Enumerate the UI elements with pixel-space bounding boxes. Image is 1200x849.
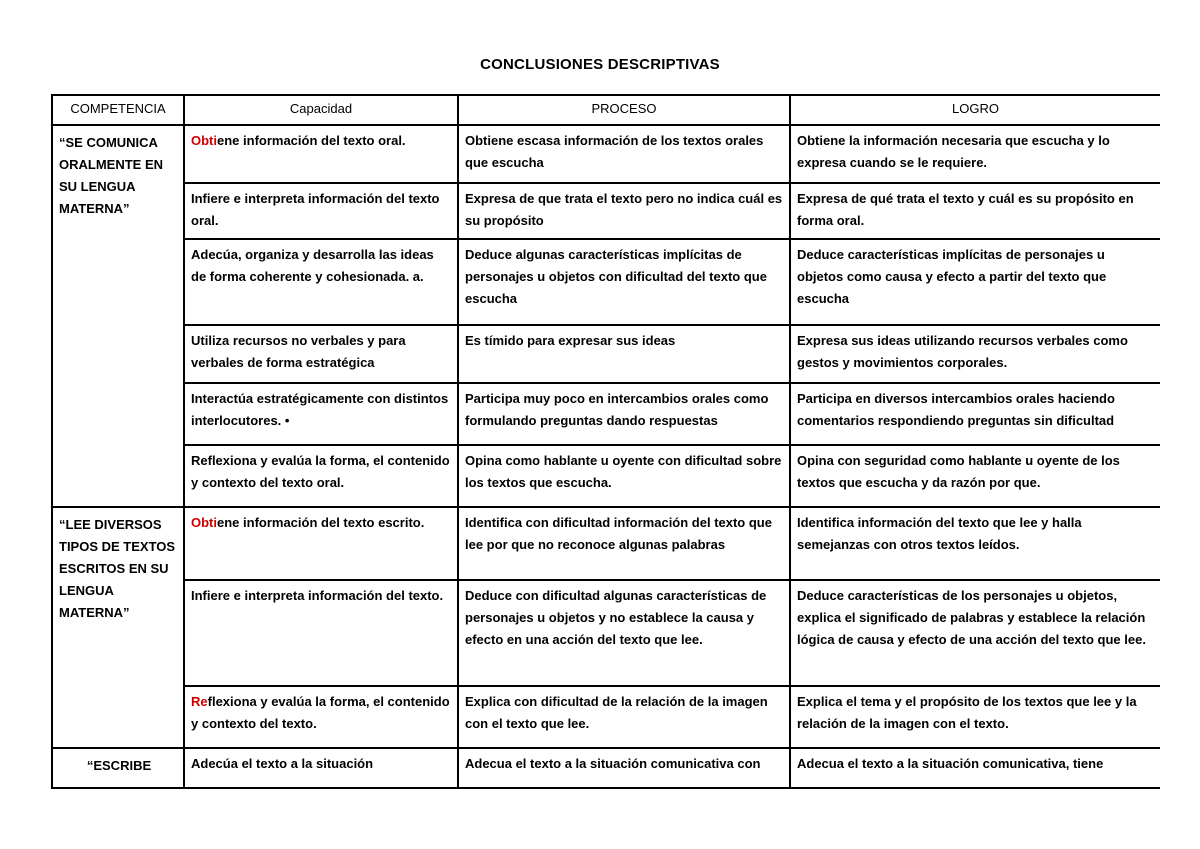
capacidad-text: ene información del texto escrito.	[217, 515, 425, 530]
capacidad-cell: Reflexiona y evalúa la forma, el contenido y contexto del texto oral.	[184, 445, 458, 507]
capacidad-cell: Adecúa el texto a la situación	[184, 748, 458, 788]
logro-cell: Participa en diversos intercambios orales haciendo comentarios respondiendo preguntas sin dificultad	[790, 383, 1160, 445]
header-capacidad: Capacidad	[184, 95, 458, 125]
capacidad-highlight: Obti	[191, 133, 217, 148]
logro-cell: Expresa sus ideas utilizando recursos verbales como gestos y movimientos corporales.	[790, 325, 1160, 383]
table-row	[52, 183, 1160, 239]
competencia-cell: “SE COMUNICA ORALMENTE EN SU LENGUA MATERNA”	[52, 125, 184, 507]
logro-cell: Identifica información del texto que lee y halla semejanzas con otros textos leídos.	[790, 507, 1160, 580]
proceso-cell: Expresa de que trata el texto pero no indica cuál es su propósito	[458, 183, 790, 239]
proceso-cell: Explica con dificultad de la relación de la imagen con el texto que lee.	[458, 686, 790, 748]
proceso-cell: Participa muy poco en intercambios orales como formulando preguntas dando respuestas	[458, 383, 790, 445]
table-row	[52, 445, 1160, 507]
header-competencia: COMPETENCIA	[52, 95, 184, 125]
capacidad-cell: Infiere e interpreta información del texto.	[184, 580, 458, 686]
table-row	[52, 748, 1160, 788]
proceso-cell: Deduce algunas características implícitas de personajes u objetos con dificultad del texto que escucha	[458, 239, 790, 325]
competencia-cell: “LEE DIVERSOS TIPOS DE TEXTOS ESCRITOS EN SU LENGUA MATERNA”	[52, 507, 184, 748]
page-title: CONCLUSIONES DESCRIPTIVAS	[480, 56, 720, 73]
table-row	[52, 686, 1160, 748]
capacidad-cell	[184, 507, 458, 580]
proceso-cell: Deduce con dificultad algunas características de personajes u objetos y no establece la causa y efecto en una acción del texto que lee.	[458, 580, 790, 686]
logro-cell: Explica el tema y el propósito de los textos que lee y la relación de la imagen con el texto.	[790, 686, 1160, 748]
logro-cell: Opina con seguridad como hablante u oyente de los textos que escucha y da razón por que.	[790, 445, 1160, 507]
capacidad-cell	[184, 125, 458, 183]
capacidad-text: flexiona y evalúa la forma, el contenido y contexto del texto.	[191, 694, 450, 731]
header-row	[52, 95, 1160, 125]
conclusions-table	[51, 94, 1160, 789]
table-row	[52, 239, 1160, 325]
logro-cell: Expresa de qué trata el texto y cuál es su propósito en forma oral.	[790, 183, 1160, 239]
table-row	[52, 383, 1160, 445]
proceso-cell: Es tímido para expresar sus ideas	[458, 325, 790, 383]
header-logro: LOGRO	[790, 95, 1160, 125]
header-proceso: PROCESO	[458, 95, 790, 125]
capacidad-highlight: Re	[191, 694, 208, 709]
proceso-cell: Opina como hablante u oyente con dificultad sobre los textos que escucha.	[458, 445, 790, 507]
logro-cell: Obtiene la información necesaria que escucha y lo expresa cuando se le requiere.	[790, 125, 1160, 183]
table-row	[52, 580, 1160, 686]
proceso-cell: Obtiene escasa información de los textos orales que escucha	[458, 125, 790, 183]
logro-cell: Deduce características implícitas de personajes u objetos como causa y efecto a partir del texto que escucha	[790, 239, 1160, 325]
table-row	[52, 507, 1160, 580]
table-row	[52, 325, 1160, 383]
table-row	[52, 125, 1160, 183]
capacidad-text: ene información del texto oral.	[217, 133, 406, 148]
capacidad-cell	[184, 686, 458, 748]
capacidad-cell: Interactúa estratégicamente con distintos interlocutores. •	[184, 383, 458, 445]
proceso-cell: Identifica con dificultad información del texto que lee por que no reconoce algunas palabras	[458, 507, 790, 580]
logro-cell: Deduce características de los personajes u objetos, explica el significado de palabras y establece la relación lógica de causa y efecto de una acción del texto que lee.	[790, 580, 1160, 686]
conclusions-table-wrapper	[51, 94, 1160, 790]
logro-cell: Adecua el texto a la situación comunicativa, tiene	[790, 748, 1160, 788]
capacidad-cell: Utiliza recursos no verbales y para verbales de forma estratégica	[184, 325, 458, 383]
capacidad-cell: Adecúa, organiza y desarrolla las ideas de forma coherente y cohesionada. a.	[184, 239, 458, 325]
proceso-cell: Adecua el texto a la situación comunicativa con	[458, 748, 790, 788]
competencia-cell: “ESCRIBE	[52, 748, 184, 788]
capacidad-highlight: Obti	[191, 515, 217, 530]
capacidad-cell: Infiere e interpreta información del texto oral.	[184, 183, 458, 239]
